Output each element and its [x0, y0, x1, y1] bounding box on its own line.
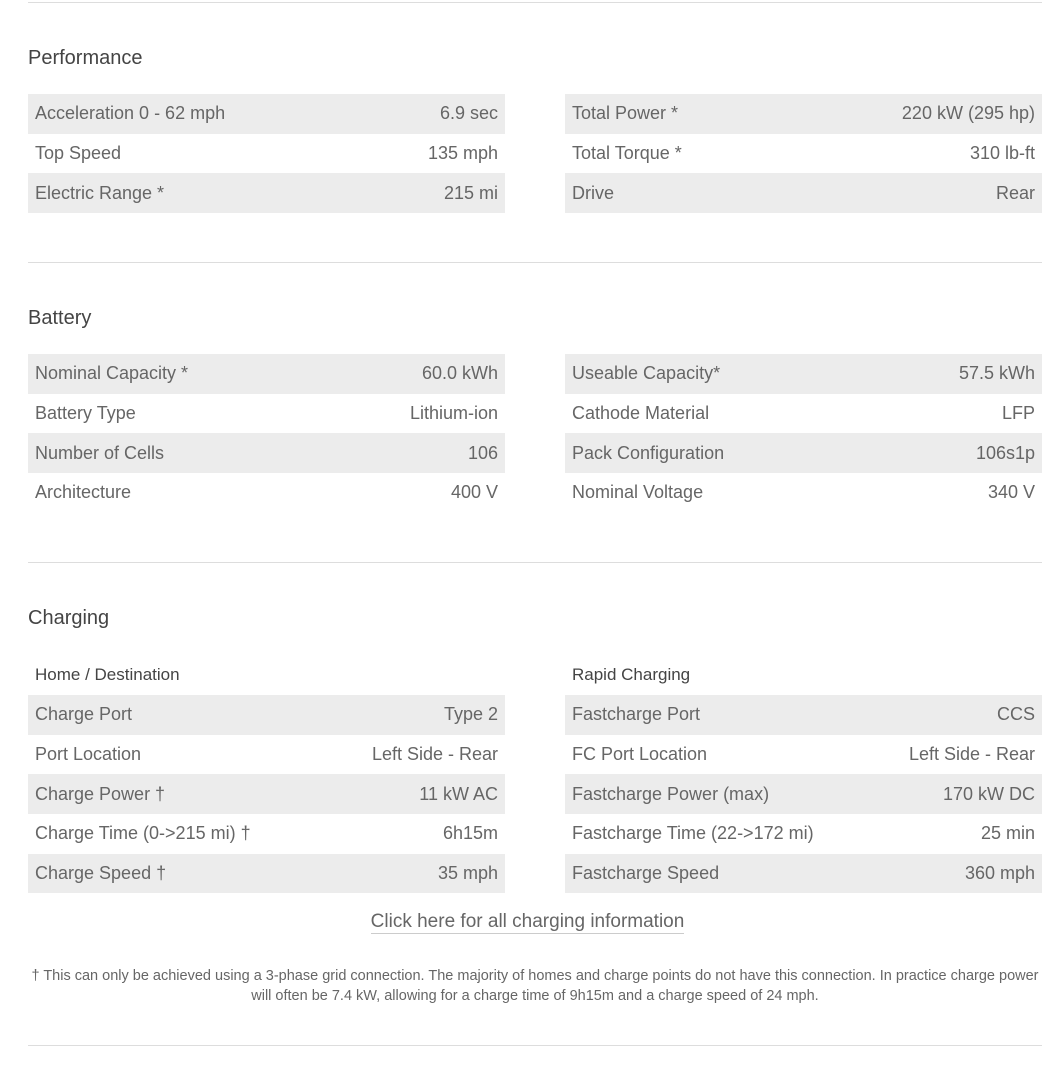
spec-label: Number of Cells: [35, 442, 165, 463]
spec-label: Charge Time (0->215 mi) †: [35, 823, 251, 844]
spec-label: Fastcharge Time (22->172 mi): [572, 823, 814, 844]
spec-label: Architecture: [35, 482, 132, 503]
spec-value: 60.0 kWh: [421, 363, 498, 384]
spec-label: Fastcharge Power (max): [572, 783, 770, 804]
spec-value: Left Side - Rear: [908, 744, 1035, 765]
table-subheading: Home / Destination: [35, 665, 180, 684]
spec-row: [28, 433, 505, 473]
spec-label: Nominal Voltage: [572, 482, 704, 503]
section-divider: [28, 2, 1042, 3]
spec-row: [565, 394, 1042, 434]
spec-value: 400 V: [450, 482, 498, 503]
spec-row: [28, 735, 505, 775]
spec-label: Top Speed: [35, 143, 122, 164]
spec-value: 6h15m: [442, 823, 498, 844]
spec-row: [565, 695, 1042, 735]
spec-row: [28, 354, 505, 394]
spec-value: CCS: [996, 704, 1035, 725]
charging-footnote: † This can only be achieved using a 3-phase grid connection. The majority of homes and charge points do not have this connection. In practice charge power will often be 7.4 kW, allowing for a charge time of 9h15m and a charge speed of 24 mph.: [31, 968, 1039, 1004]
spec-row: [565, 814, 1042, 854]
spec-row: [28, 814, 505, 854]
charging-link-container: [0, 911, 1055, 933]
spec-value: 106s1p: [975, 442, 1035, 463]
spec-row: [28, 774, 505, 814]
performance-title: Performance: [28, 47, 143, 69]
charging-title: Charging: [28, 607, 110, 629]
spec-value: 215 mi: [443, 182, 498, 203]
spec-row: [28, 854, 505, 894]
spec-row: [28, 94, 505, 134]
spec-row: [565, 94, 1042, 134]
spec-label: Nominal Capacity *: [35, 363, 189, 384]
spec-label: Charge Power †: [35, 783, 166, 804]
spec-row: [565, 173, 1042, 213]
spec-value: LFP: [1001, 403, 1035, 424]
spec-label: Port Location: [35, 744, 142, 765]
spec-value: Type 2: [443, 704, 498, 725]
spec-row: [565, 134, 1042, 174]
spec-label: Electric Range *: [35, 182, 165, 203]
spec-label: Cathode Material: [572, 403, 710, 424]
spec-value: 35 mph: [437, 863, 498, 884]
spec-row: [565, 433, 1042, 473]
spec-row: [565, 735, 1042, 775]
battery-table-left: [28, 354, 505, 513]
spec-label: Useable Capacity*: [572, 363, 721, 384]
spec-value: 57.5 kWh: [958, 363, 1035, 384]
spec-value: 340 V: [987, 482, 1035, 503]
section-divider: [28, 262, 1042, 263]
charging-info-link[interactable]: Click here for all charging information: [370, 911, 685, 932]
charging-home-table: [28, 655, 505, 893]
performance-table-left: [28, 94, 505, 213]
spec-value: 220 kW (295 hp): [901, 103, 1035, 124]
spec-row: [28, 473, 505, 513]
spec-value: 6.9 sec: [439, 103, 498, 124]
spec-value: 310 lb-ft: [969, 143, 1035, 164]
spec-row: [565, 774, 1042, 814]
spec-value: 135 mph: [427, 143, 498, 164]
spec-label: Fastcharge Speed: [572, 863, 720, 884]
spec-label: Fastcharge Port: [572, 704, 701, 725]
spec-value: 106: [467, 442, 498, 463]
performance-table-right: [565, 94, 1042, 213]
spec-value: Lithium-ion: [409, 403, 498, 424]
spec-row: [565, 473, 1042, 513]
section-divider: [28, 1045, 1042, 1046]
spec-row: [28, 695, 505, 735]
spec-row: [565, 354, 1042, 394]
spec-value: Rear: [995, 182, 1035, 203]
spec-row: [565, 854, 1042, 894]
table-subheading: Rapid Charging: [572, 665, 691, 684]
spec-value: 11 kW AC: [419, 783, 498, 804]
battery-table-right: [565, 354, 1042, 513]
spec-value: Left Side - Rear: [371, 744, 498, 765]
spec-label: FC Port Location: [572, 744, 708, 765]
spec-label: Drive: [572, 182, 615, 203]
spec-row: [28, 394, 505, 434]
spec-row: [28, 173, 505, 213]
spec-label: Acceleration 0 - 62 mph: [35, 103, 226, 124]
spec-value: 25 min: [980, 823, 1035, 844]
spec-label: Pack Configuration: [572, 442, 725, 463]
battery-title: Battery: [28, 307, 92, 329]
spec-row: [28, 134, 505, 174]
spec-label: Total Torque *: [572, 143, 682, 164]
spec-label: Charge Port: [35, 704, 133, 725]
spec-label: Battery Type: [35, 403, 136, 424]
spec-label: Total Power *: [572, 103, 679, 124]
spec-label: Charge Speed †: [35, 863, 167, 884]
section-divider: [28, 562, 1042, 563]
spec-value: 360 mph: [964, 863, 1035, 884]
spec-value: 170 kW DC: [942, 783, 1035, 804]
charging-rapid-table: [565, 655, 1042, 893]
